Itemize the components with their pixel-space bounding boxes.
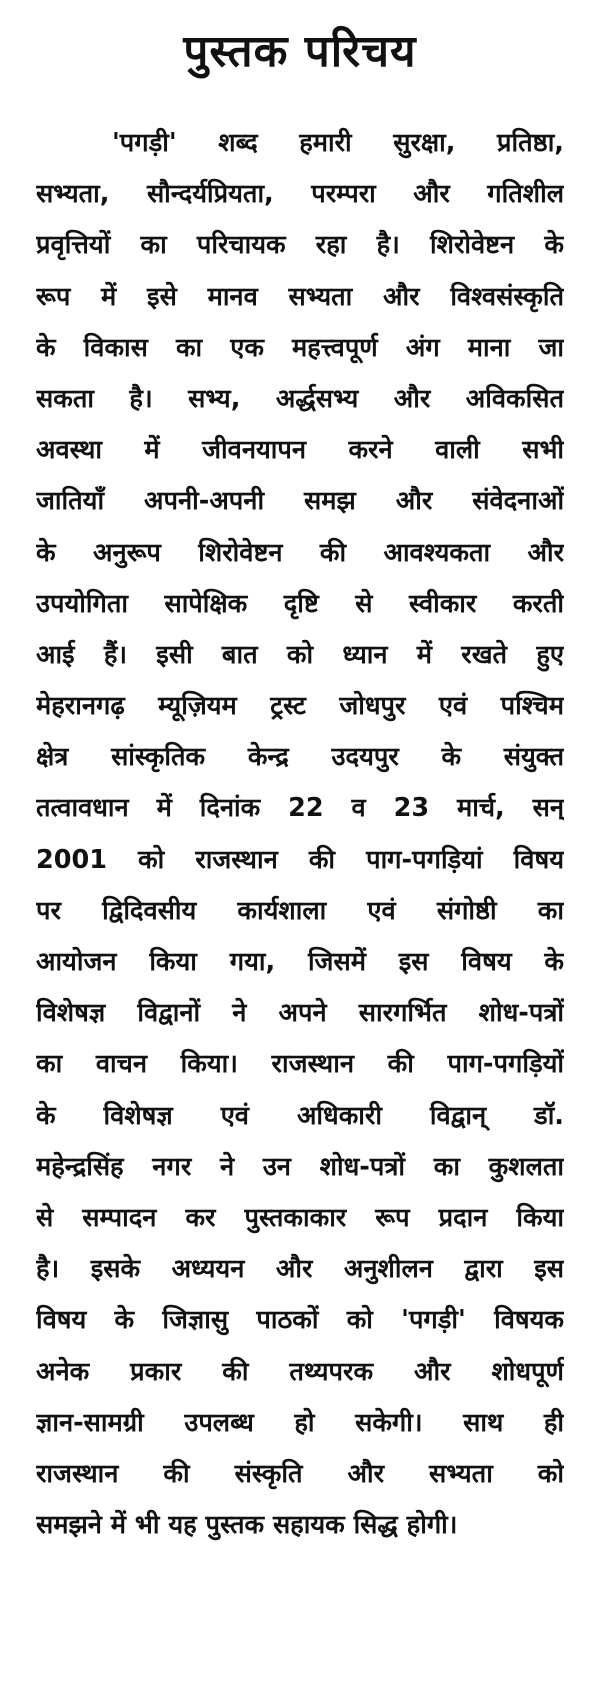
paragraph-line: के अनुरूप शिरोवेष्टन की आवश्यकता और [36,537,564,568]
paragraph-line: से सम्पादन कर पुस्तकाकार रूप प्रदान किया [36,1202,564,1233]
paragraph-line: सभ्यता, सौन्दर्यप्रियता, परम्परा और गतिशील [36,179,564,210]
paragraph-line: आयोजन किया गया, जिसमें इस विषय के [36,947,564,977]
paragraph-line: प्रवृत्तियों का परिचायक रहा है। शिरोवेष्टन के [36,230,564,261]
paragraph-line: 'पगड़ी' शब्द हमारी सुरक्षा, प्रतिष्ठा, [112,128,564,158]
paragraph-line: जातियाँ अपनी-अपनी समझ और संवेदनाओं [36,486,564,517]
paragraph-line: क्षेत्र सांस्कृतिक केन्द्र उदयपुर के संयुक्त [36,742,564,773]
paragraph-line: विषय के जिज्ञासु पाठकों को 'पगड़ी' विषयक [36,1305,564,1336]
paragraph-line: है। इसके अध्ययन और अनुशीलन द्वारा इस [36,1254,564,1285]
paragraph-line: 2001 को राजस्थान की पाग-पगड़ियां विषय [36,844,564,875]
paragraph-line: सकता है। सभ्य, अर्द्धसभ्य और अविकसित [36,383,564,414]
paragraph-line: उपयोगिता सापेक्षिक दृष्टि से स्वीकार करती [36,588,564,619]
paragraph-line: विशेषज्ञ विद्वानों ने अपने सारगर्भित शोध-पत्रों [36,998,564,1029]
paragraph-line: पर द्विदिवसीय कार्यशाला एवं संगोष्ठी का [36,895,564,926]
paragraph-line: आई हैं। इसी बात को ध्यान में रखते हुए [36,639,564,670]
paragraph-line: तत्वावधान में दिनांक 22 व 23 मार्च, सन् [36,793,564,824]
paragraph-line: महेन्द्रसिंह नगर ने उन शोध-पत्रों का कुशलता [36,1151,564,1182]
paragraph-line: के विशेषज्ञ एवं अधिकारी विद्वान् डॉ. [36,1100,564,1131]
paragraph-line: के विकास का एक महत्त्वपूर्ण अंग माना जा [36,332,564,363]
paragraph-line: अवस्था में जीवनयापन करने वाली सभी [36,435,564,466]
paragraph-line: रूप में इसे मानव सभ्यता और विश्वसंस्कृति [36,281,564,312]
page-title: पुस्तक परिचय [183,26,417,77]
paragraph-line: समझने में भी यह पुस्तक सहायक सिद्ध होगी। [36,1510,458,1541]
body-paragraph [36,118,564,1551]
paragraph-line: अनेक प्रकार की तथ्यपरक और शोधपूर्ण [36,1356,564,1387]
paragraph-line: मेहरानगढ़ म्यूज़ियम ट्रस्ट जोधपुर एवं पश्चिम [36,691,564,722]
paragraph-line: ज्ञान-सामग्री उपलब्ध हो सकेगी। साथ ही [36,1407,564,1438]
paragraph-line: राजस्थान की संस्कृति और सभ्यता को [36,1458,564,1489]
paragraph-line: का वाचन किया। राजस्थान की पाग-पगड़ियों [36,1049,564,1080]
